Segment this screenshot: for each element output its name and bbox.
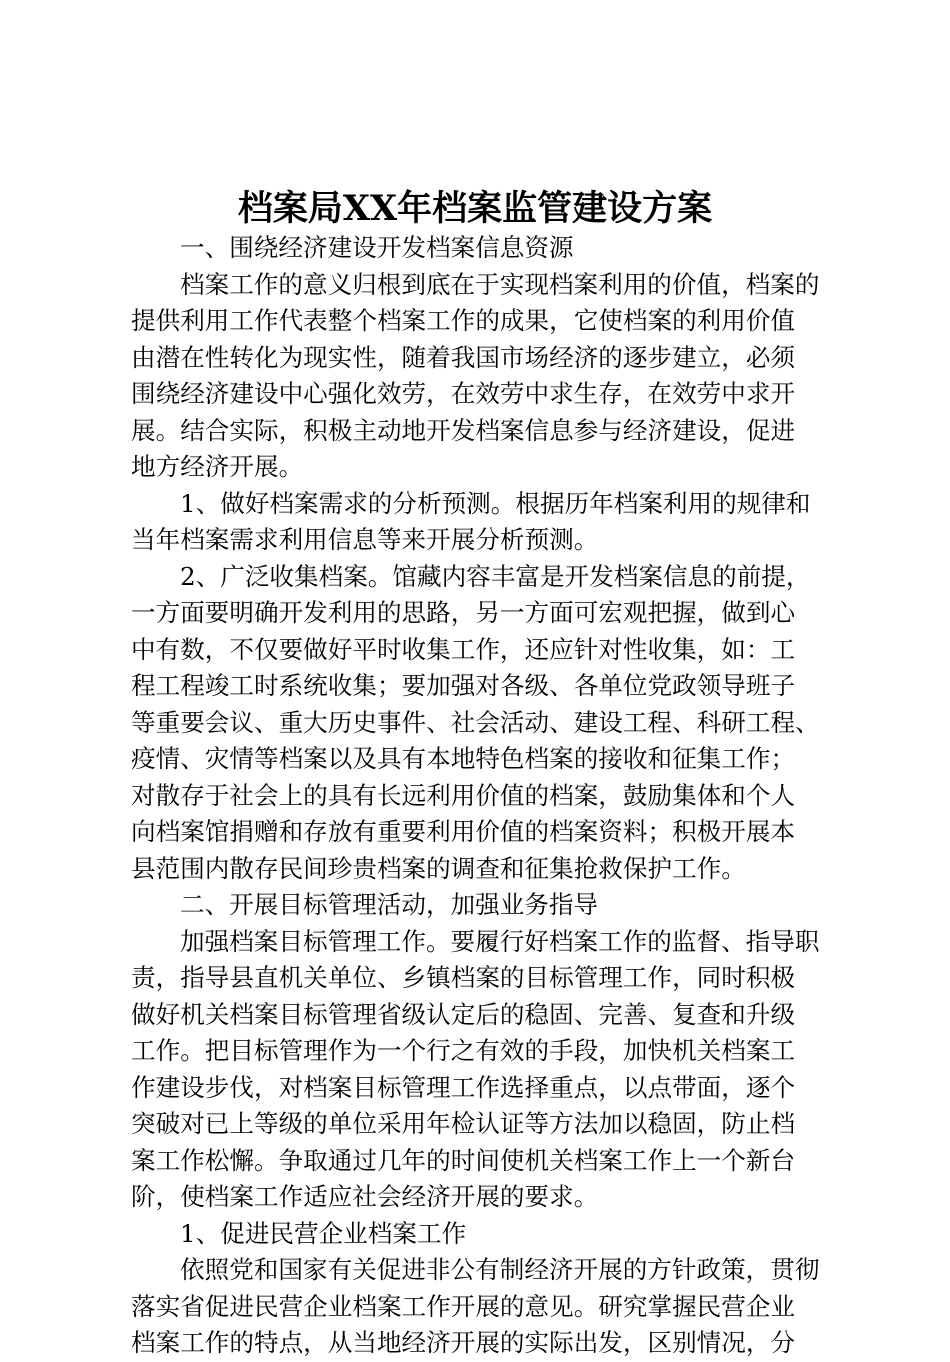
body-line: 加强档案目标管理工作。要履行好档案工作的监督、指导职 bbox=[180, 926, 820, 956]
body-line: 案工作松懈。争取通过几年的时间使机关档案工作上一个新台 bbox=[131, 1145, 796, 1175]
body-line: 依照党和国家有关促进非公有制经济开展的方针政策，贯彻 bbox=[180, 1255, 820, 1284]
body-line: 由潜在性转化为现实性，随着我国市场经济的逐步建立，必须 bbox=[131, 342, 796, 372]
body-line: 等重要会议、重大历史事件、社会活动、建设工程、科研工程、 bbox=[131, 707, 820, 737]
body-line: 当年档案需求利用信息等来开展分析预测。 bbox=[131, 525, 599, 554]
body-line: 一、围绕经济建设开发档案信息资源 bbox=[180, 233, 574, 262]
body-line: 向档案馆捐赠和存放有重要利用价值的档案资料；积极开展本 bbox=[131, 817, 796, 846]
body-line: 展。结合实际，积极主动地开发档案信息参与经济建设，促进 bbox=[131, 415, 796, 445]
body-line: 档案工作的特点，从当地经济开展的实际出发，区别情况，分 bbox=[131, 1328, 796, 1357]
body-line: 提供利用工作代表整个档案工作的成果，它使档案的利用价值 bbox=[131, 306, 796, 335]
body-line: 一方面要明确开发利用的思路，另一方面可宏观把握，做到心 bbox=[131, 598, 796, 627]
body-line: 1、做好档案需求的分析预测。根据历年档案利用的规律和 bbox=[180, 488, 811, 518]
body-line: 1、促进民营企业档案工作 bbox=[180, 1218, 467, 1248]
body-line: 责，指导县直机关单位、乡镇档案的目标管理工作，同时积极 bbox=[131, 963, 796, 992]
body-line: 中有数，不仅要做好平时收集工作，还应针对性收集，如：工 bbox=[131, 634, 796, 664]
body-line: 县范围内散存民间珍贵档案的调查和征集抢救保护工作。 bbox=[131, 853, 746, 883]
document-title: 档案局XX年档案监管建设方案 bbox=[237, 188, 713, 229]
body-line: 工作。把目标管理作为一个行之有效的手段，加快机关档案工 bbox=[131, 1036, 796, 1065]
body-line: 地方经济开展。 bbox=[131, 452, 304, 481]
body-line: 落实省促进民营企业档案工作开展的意见。研究掌握民营企业 bbox=[131, 1291, 796, 1321]
body-line: 二、开展目标管理活动，加强业务指导 bbox=[180, 890, 599, 919]
document-body bbox=[131, 230, 833, 1362]
body-line: 程工程竣工时系统收集；要加强对各级、各单位党政领导班子 bbox=[131, 671, 796, 700]
body-line: 做好机关档案目标管理省级认定后的稳固、完善、复查和升级 bbox=[131, 999, 796, 1029]
body-line: 阶，使档案工作适应社会经济开展的要求。 bbox=[131, 1182, 599, 1211]
body-line: 档案工作的意义归根到底在于实现档案利用的价值，档案的 bbox=[180, 269, 820, 299]
body-line: 2、广泛收集档案。馆藏内容丰富是开发档案信息的前提， bbox=[180, 561, 811, 591]
body-line: 对散存于社会上的具有长远利用价值的档案，鼓励集体和个人 bbox=[131, 780, 796, 810]
body-line: 作建设步伐，对档案目标管理工作选择重点，以点带面，逐个 bbox=[131, 1072, 796, 1102]
body-line: 突破对已上等级的单位采用年检认证等方法加以稳固，防止档 bbox=[131, 1109, 796, 1138]
body-line: 围绕经济建设中心强化效劳，在效劳中求生存，在效劳中求开 bbox=[131, 379, 796, 408]
body-line: 疫情、灾情等档案以及具有本地特色档案的接收和征集工作； bbox=[131, 744, 796, 773]
